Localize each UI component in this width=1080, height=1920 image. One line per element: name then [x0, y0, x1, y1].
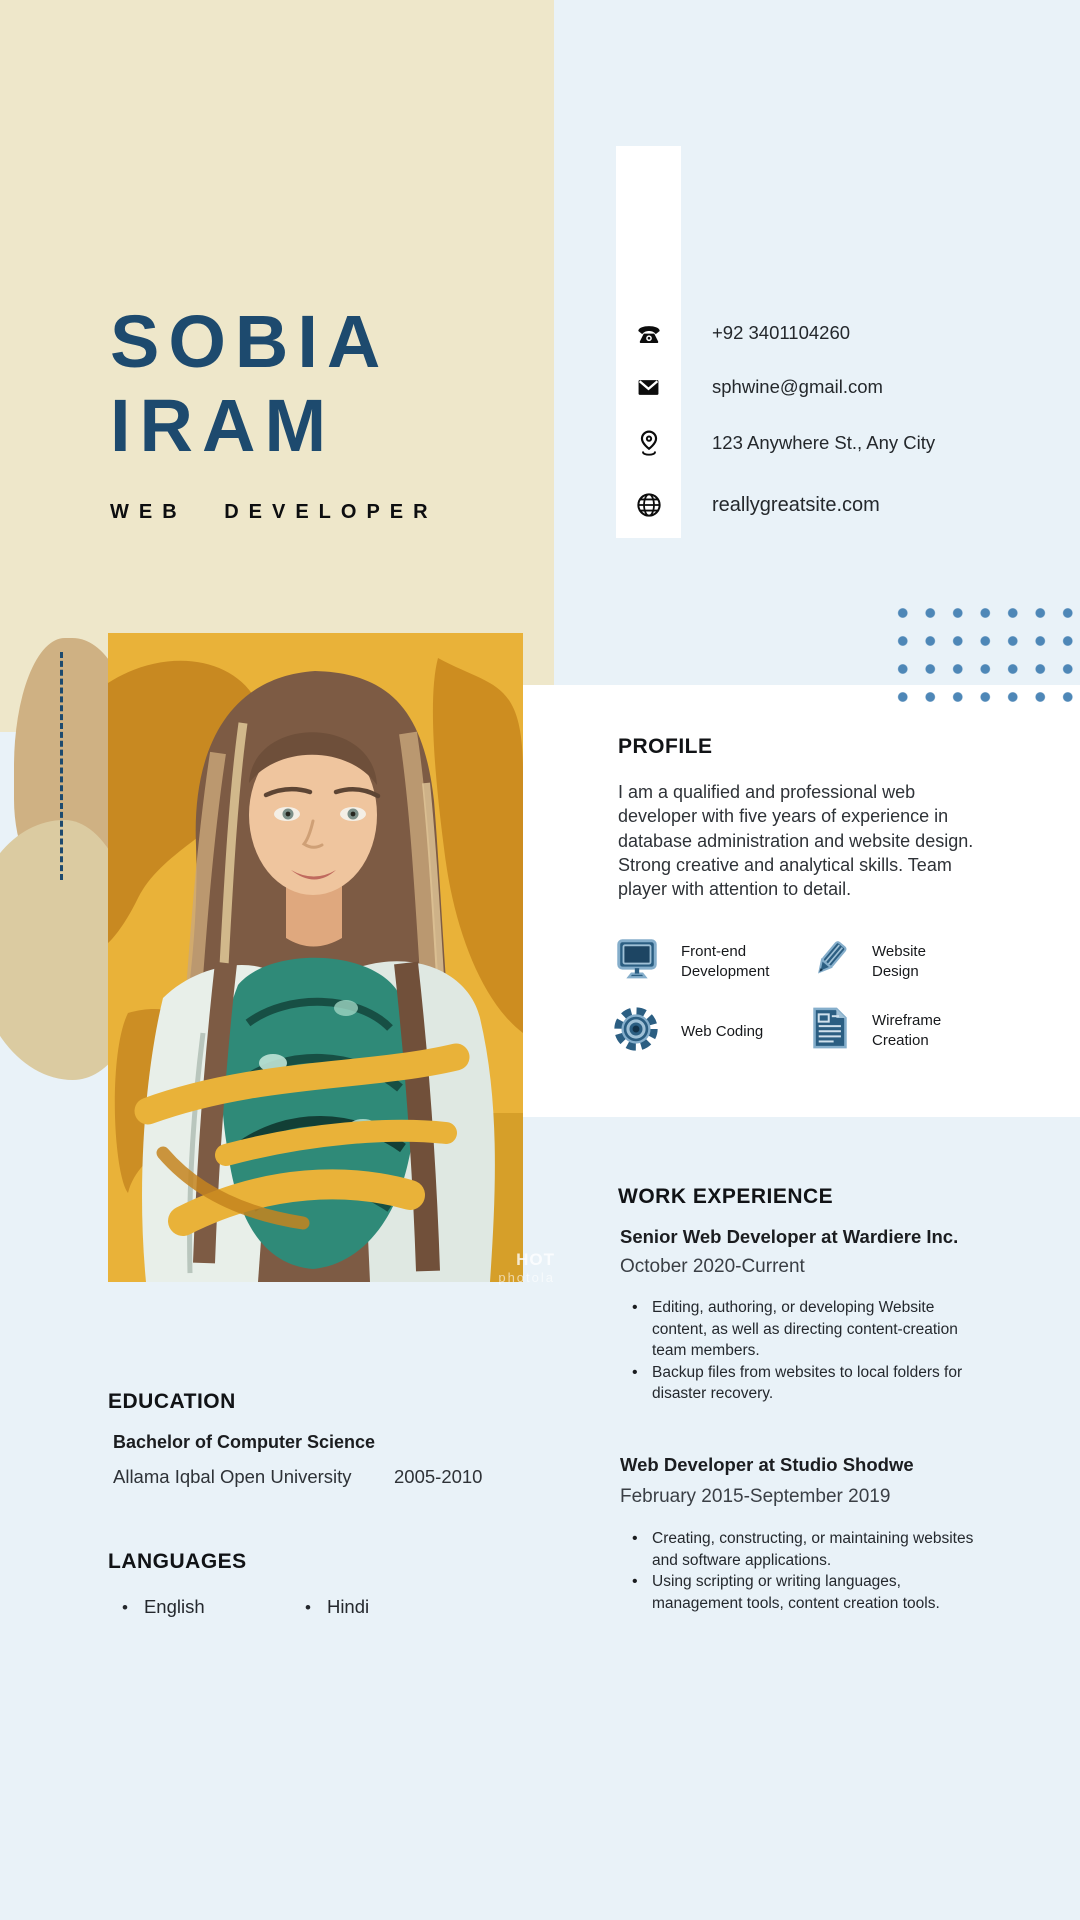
skill-label: Website Design [872, 943, 926, 980]
education-heading: EDUCATION [108, 1390, 236, 1413]
person-name [110, 300, 389, 468]
contact-item-email [616, 373, 883, 401]
language-item: • Hindi [305, 1596, 369, 1618]
first-name: SOBIA [110, 300, 390, 383]
dashed-line-decoration [60, 652, 63, 880]
job-bullets-2 [626, 1528, 974, 1614]
job-bullet: • Using scripting or writing languages, management tools, content creation tools. [626, 1571, 974, 1614]
skill-item [613, 1006, 811, 1057]
watermark-text: photola [498, 1270, 555, 1286]
education-years: 2005-2010 [394, 1466, 483, 1487]
document-icon [810, 1006, 850, 1055]
phone-icon [616, 321, 681, 345]
contact-item-phone [616, 319, 850, 347]
dots-pattern-decoration [889, 599, 1080, 711]
skill-label: Web Coding [681, 1022, 764, 1040]
skill-label: Front-end Development [681, 943, 770, 980]
job-bullet: • Backup files from websites to local folders for disaster recovery. [626, 1362, 974, 1405]
skill-item [615, 938, 796, 985]
profile-summary: I am a qualified and professional web developer with five years of experience in database administration and website design. Strong creative and analytical skills. Team player with attention to detail. [618, 782, 974, 900]
education-degree: Bachelor of Computer Science [113, 1432, 376, 1452]
job-title-2: Web Developer at Studio Shodwe [620, 1454, 914, 1475]
pencil-icon [810, 938, 850, 985]
job-dates-2: February 2015-September 2019 [620, 1486, 891, 1507]
skill-label: Wireframe Creation [872, 1012, 942, 1049]
job-title: WEB DEVELOPER [110, 501, 438, 523]
globe-icon [616, 492, 681, 518]
watermark-text: HOT [516, 1250, 555, 1269]
contact-item-website [616, 491, 880, 519]
job-bullet: • Editing, authoring, or developing Website content, as well as directing content-creation team members. [626, 1297, 974, 1362]
email-icon [616, 376, 681, 399]
profile-card [523, 685, 1080, 1117]
skill-item [810, 1006, 962, 1055]
languages-heading: LANGUAGES [108, 1550, 247, 1573]
address-text: 123 Anywhere St., Any City [712, 432, 936, 453]
profile-heading: PROFILE [618, 735, 713, 758]
skill-item [810, 938, 944, 985]
job-bullet: • Creating, constructing, or maintaining websites and software applications. [626, 1528, 974, 1571]
phone-number: +92 3401104260 [712, 322, 851, 343]
location-pin-icon [616, 430, 681, 456]
contact-item-address [616, 429, 935, 457]
portrait-illustration [108, 633, 523, 1282]
job-bullets-1 [626, 1297, 974, 1405]
job-title-1: Senior Web Developer at Wardiere Inc. [620, 1226, 959, 1247]
last-name: IRAM [110, 384, 336, 467]
gear-icon [613, 1006, 659, 1057]
photo-watermark [470, 1250, 555, 1286]
job-dates-1: October 2020-Current [620, 1256, 805, 1277]
email-address: sphwine@gmail.com [712, 376, 883, 397]
language-item: • English [122, 1596, 205, 1618]
education-school: Allama Iqbal Open University [113, 1466, 352, 1487]
monitor-icon [615, 938, 659, 985]
work-experience-heading: WORK EXPERIENCE [618, 1185, 834, 1208]
portrait-photo [108, 633, 523, 1282]
website-url: reallygreatsite.com [712, 493, 880, 516]
